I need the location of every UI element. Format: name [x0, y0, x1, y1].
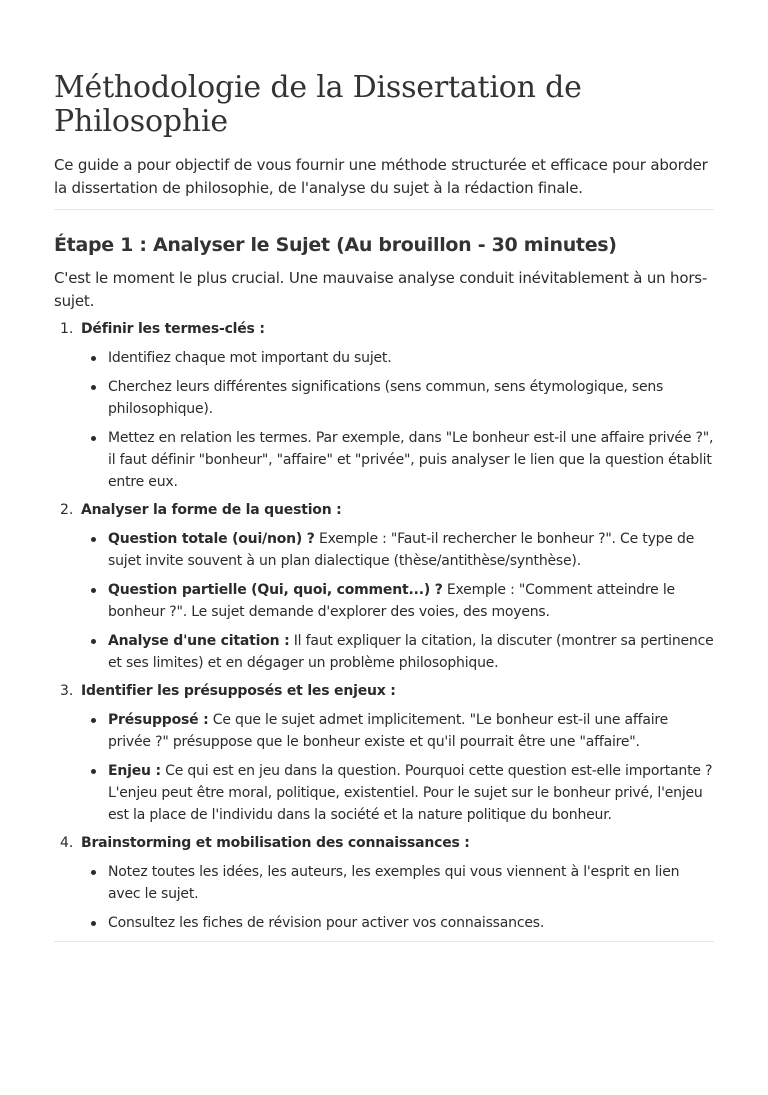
- section-heading: Étape 1 : Analyser le Sujet (Au brouillon - 30 minutes): [54, 234, 617, 256]
- bullet-text: Mettez en relation les termes. Par exemple, dans "Le bonheur est-il une affaire privée ?", il faut définir "bonheur", "affaire" et "privée", puis analyser le lien que la question établit entre eux.: [108, 430, 714, 490]
- step-title: Définir les termes-clés :: [81, 321, 265, 337]
- step-number: 2.: [60, 502, 74, 518]
- bullet-term: Question partielle (Qui, quoi, comment...) ?: [108, 582, 443, 598]
- list-item: [81, 579, 714, 623]
- list-item: [81, 427, 714, 493]
- bullet-list: [81, 861, 714, 934]
- bullet-text: Ce que le sujet admet implicitement. "Le bonheur est-il une affaire privée ?" présuppose que le bonheur existe et qu'il pourrait être une "affaire".: [108, 712, 669, 750]
- list-item: [81, 528, 714, 572]
- bullet-icon: [91, 436, 96, 441]
- step-item: [54, 833, 714, 934]
- step-number: 4.: [60, 835, 74, 851]
- intro-paragraph: Ce guide a pour objectif de vous fournir une méthode structurée et efficace pour aborder la dissertation de philosophie, de l'analyse du sujet à la rédaction finale.: [54, 156, 708, 197]
- bullet-text: Exemple : "Faut-il rechercher le bonheur ?". Ce type de sujet invite souvent à un plan dialectique (thèse/antithèse/synthèse).: [108, 531, 695, 569]
- page-title: Méthodologie de la Dissertation de Philosophie: [54, 70, 582, 139]
- steps-list: [54, 319, 714, 934]
- list-item: [81, 630, 714, 674]
- bullet-list: [81, 528, 714, 674]
- bullet-term: Présupposé :: [108, 712, 209, 728]
- step-item: [54, 500, 714, 674]
- bullet-text: Notez toutes les idées, les auteurs, les exemples qui vous viennent à l'esprit en lien avec le sujet.: [108, 864, 680, 902]
- bullet-icon: [91, 718, 96, 723]
- divider: [54, 941, 714, 942]
- document-page: [0, 71, 768, 942]
- bullet-text: Identifiez chaque mot important du sujet.: [108, 350, 392, 366]
- bullet-icon: [91, 921, 96, 926]
- list-item: [81, 912, 714, 934]
- section-lead: C'est le moment le plus crucial. Une mauvaise analyse conduit inévitablement à un hors-sujet.: [54, 269, 708, 310]
- bullet-text: Il faut expliquer la citation, la discuter (montrer sa pertinence et ses limites) et en dégager un problème philosophique.: [108, 633, 714, 671]
- step-title: Analyser la forme de la question :: [81, 502, 342, 518]
- list-item: [81, 861, 714, 905]
- divider: [54, 209, 714, 210]
- bullet-icon: [91, 870, 96, 875]
- bullet-term: Question totale (oui/non) ?: [108, 531, 315, 547]
- bullet-list: [81, 709, 714, 826]
- list-item: [81, 347, 714, 369]
- bullet-text: Consultez les fiches de révision pour activer vos connaissances.: [108, 915, 545, 931]
- step-title: Brainstorming et mobilisation des connaissances :: [81, 835, 470, 851]
- bullet-icon: [91, 588, 96, 593]
- step-item: [54, 319, 714, 493]
- step-number: 3.: [60, 683, 74, 699]
- step-number: 1.: [60, 321, 74, 337]
- bullet-icon: [91, 537, 96, 542]
- bullet-icon: [91, 356, 96, 361]
- bullet-icon: [91, 639, 96, 644]
- bullet-icon: [91, 385, 96, 390]
- step-item: [54, 681, 714, 826]
- bullet-icon: [91, 769, 96, 774]
- bullet-list: [81, 347, 714, 493]
- bullet-text: Cherchez leurs différentes significations (sens commun, sens étymologique, sens philosophique).: [108, 379, 664, 417]
- bullet-text: Exemple : "Comment atteindre le bonheur ?". Le sujet demande d'explorer des voies, des moyens.: [108, 582, 675, 620]
- bullet-text: Ce qui est en jeu dans la question. Pourquoi cette question est-elle importante ? L'enjeu peut être moral, politique, existentiel. Pour le sujet sur le bonheur privé, l'enjeu est la place de l'individu dans la société et la nature politique du bonheur.: [108, 763, 713, 823]
- list-item: [81, 760, 714, 826]
- list-item: [81, 376, 714, 420]
- step-title: Identifier les présupposés et les enjeux :: [81, 683, 396, 699]
- bullet-term: Enjeu :: [108, 763, 161, 779]
- bullet-term: Analyse d'une citation :: [108, 633, 290, 649]
- list-item: [81, 709, 714, 753]
